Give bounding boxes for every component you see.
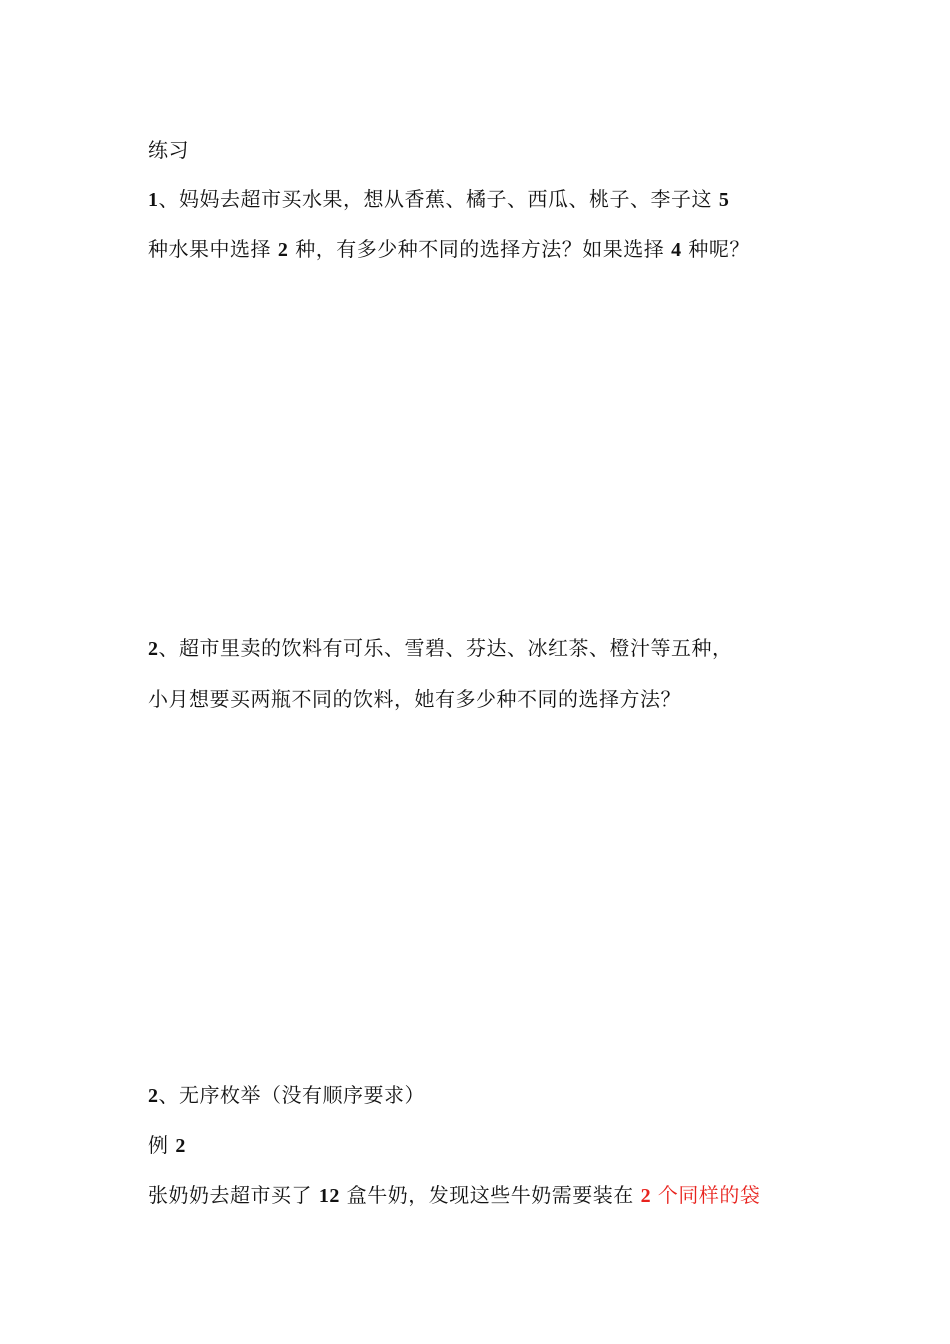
heading-practice: 练习 — [148, 138, 189, 162]
section-title: 、无序枚举（没有顺序要求） — [158, 1083, 425, 1107]
question-1-text-d: 种呢？ — [681, 237, 750, 261]
example-text-red: 个同样的袋 — [651, 1183, 761, 1207]
question-2-number: 2 — [148, 638, 159, 660]
question-1-choose-2: 2 — [277, 239, 289, 261]
question-2-line-1 — [148, 636, 733, 661]
example-text-b: 盒牛奶，发现这些牛奶需要装在 — [339, 1183, 641, 1207]
question-1-choose-4: 4 — [671, 239, 682, 261]
section-number: 2 — [148, 1085, 159, 1107]
question-2-line-2: 小月想要买两瓶不同的饮料，她有多少种不同的选择方法？ — [148, 687, 681, 711]
example-bag-count: 2 — [640, 1185, 652, 1207]
question-1-text-b: 种水果中选择 — [148, 237, 278, 261]
question-1-line-1 — [148, 187, 729, 212]
question-1-count: 5 — [718, 189, 730, 211]
example-text-line-1 — [148, 1183, 760, 1208]
question-2-text-a: 、超市里卖的饮料有可乐、雪碧、芬达、冰红茶、橙汁等五种， — [158, 636, 733, 660]
example-label — [148, 1133, 186, 1158]
question-1-text-c: 种，有多少种不同的选择方法？如果选择 — [288, 237, 672, 261]
section-heading — [148, 1083, 425, 1108]
example-label-text: 例 — [148, 1133, 176, 1157]
question-1-text-a: 、妈妈去超市买水果，想从香蕉、橘子、西瓜、桃子、李子这 — [158, 187, 719, 211]
question-1-number: 1 — [148, 189, 159, 211]
example-number: 2 — [175, 1135, 186, 1157]
example-text-a: 张奶奶去超市买了 — [148, 1183, 319, 1207]
example-milk-count: 12 — [318, 1185, 340, 1207]
question-1-line-2 — [148, 237, 750, 262]
